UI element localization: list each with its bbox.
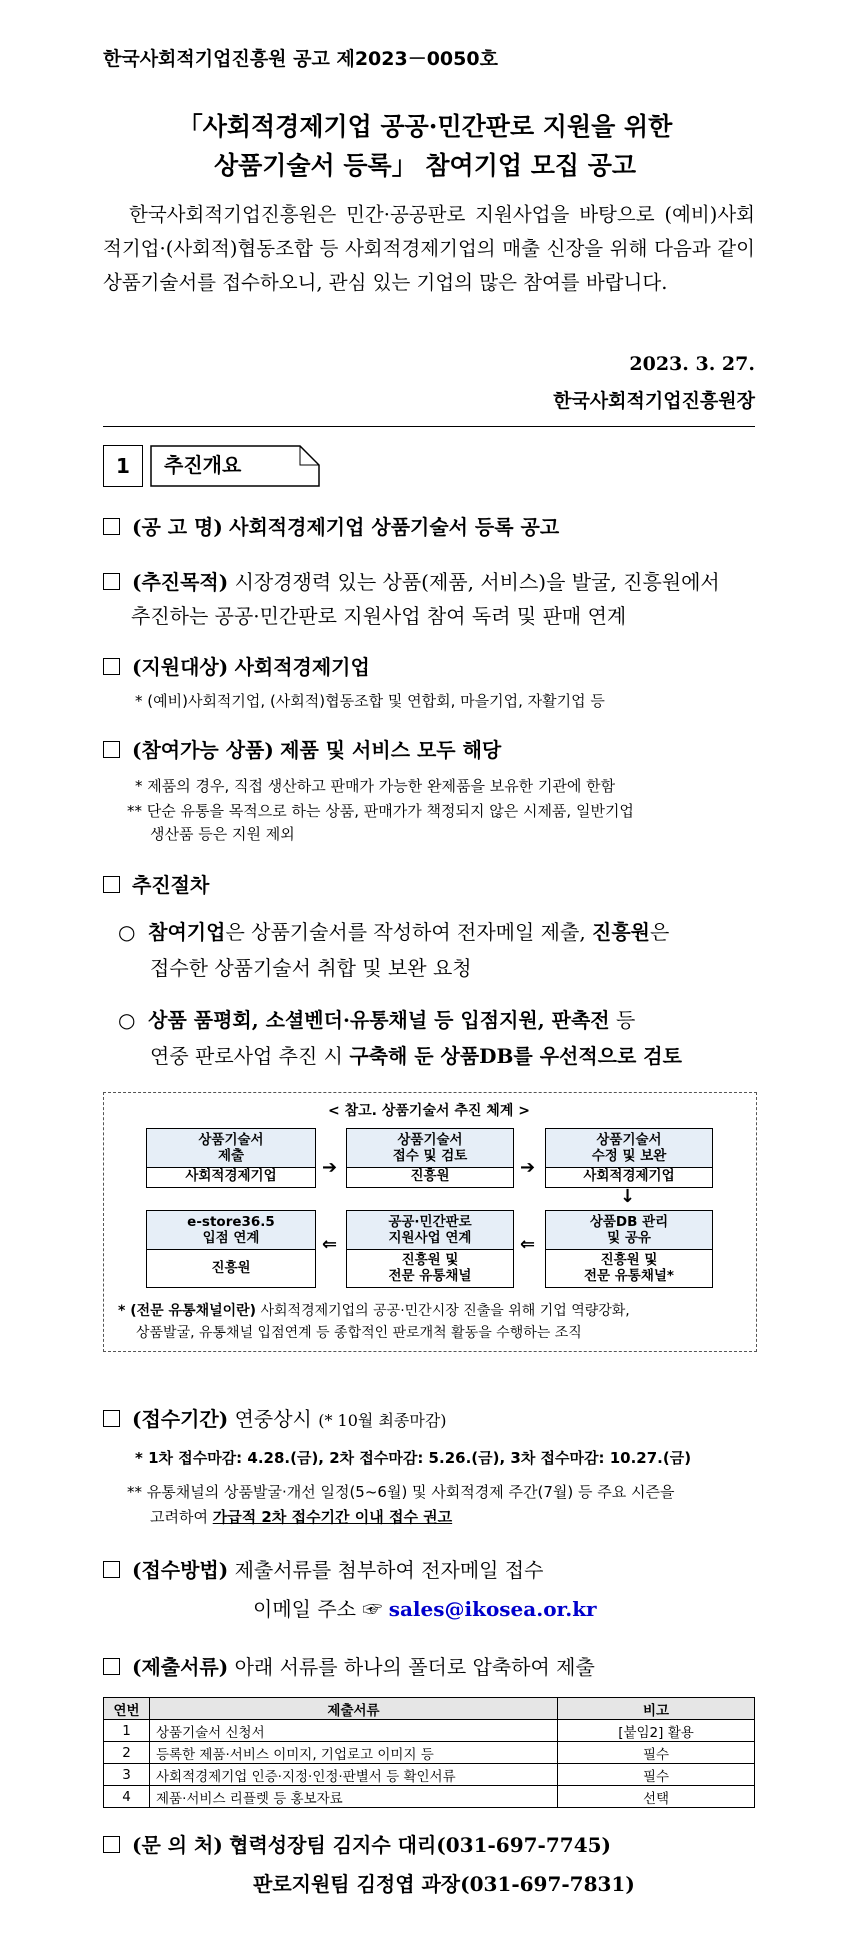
method-item — [103, 1553, 763, 1587]
contact-line2: 판로지원팀 김정엽 과장(031-697-7831) — [253, 1872, 635, 1896]
issuer-name: 한국사회적기업진흥원장 — [553, 390, 755, 412]
checkbox-icon — [103, 1410, 120, 1427]
procedure-step-1 — [118, 914, 758, 950]
docs-table — [103, 1697, 755, 1808]
period-label: (접수기간) — [132, 1407, 229, 1431]
purpose-line2: 추진하는 공공·민간판로 지원사업 참여 독려 및 판매 연계 — [131, 604, 627, 628]
arrow-right-icon: ➔ — [322, 1157, 338, 1178]
notice-date: 2023. 3. 27. — [629, 353, 755, 375]
arrow-left-icon: ⇐ — [520, 1234, 536, 1255]
row-no: 3 — [104, 1764, 150, 1786]
products-label: (참여가능 상품) — [132, 738, 274, 762]
checkbox-icon — [103, 573, 120, 590]
flow-box-estore-actor: 진흥원 — [211, 1260, 251, 1276]
method-label: (접수방법) — [132, 1558, 229, 1582]
arrow-right-icon: ➔ — [520, 1157, 536, 1178]
flow-box-revise-title: 상품기술서 수정 및 보완 — [546, 1129, 712, 1168]
header-no: 연번 — [104, 1698, 150, 1720]
row-no: 1 — [104, 1720, 150, 1742]
section-number: 1 — [103, 445, 143, 487]
flow-box-db — [545, 1210, 713, 1288]
row-remark: 선택 — [558, 1786, 755, 1808]
flow-box-revise — [545, 1128, 713, 1188]
purpose-line1: 시장경쟁력 있는 상품(제품, 서비스)을 발굴, 진흥원에서 — [234, 570, 720, 594]
procedure-label: 추진절차 — [132, 873, 210, 897]
products-note2b: 생산품 등은 지원 제외 — [150, 825, 295, 843]
flow-box-db-title: 상품DB 관리 및 공유 — [546, 1211, 712, 1250]
section-title-tab — [150, 445, 320, 485]
period-value: 연중상시 — [234, 1407, 312, 1431]
checkbox-icon — [103, 658, 120, 675]
target-value: 사회적경제기업 — [234, 655, 370, 679]
row-doc: 상품기술서 신청서 — [150, 1720, 558, 1742]
period-note: (* 10월 최종마감) — [318, 1411, 447, 1430]
flow-box-estore — [146, 1210, 316, 1288]
contact-label: (문 의 처) — [132, 1833, 223, 1857]
docs-item — [103, 1650, 763, 1684]
row-no: 4 — [104, 1786, 150, 1808]
checkbox-icon — [103, 741, 120, 758]
notice-number: 한국사회적기업진흥원 공고 제2023－0050호 — [103, 48, 498, 70]
notice-name-label: (공 고 명) — [132, 515, 223, 539]
row-doc: 등록한 제품·서비스 이미지, 기업로고 이미지 등 — [150, 1742, 558, 1764]
row-doc: 제품·서비스 리플렛 등 홍보자료 — [150, 1786, 558, 1808]
header-remarks: 비고 — [558, 1698, 755, 1720]
notice-name-value: 사회적경제기업 상품기술서 등록 공고 — [229, 515, 560, 539]
flow-box-review-actor: 진흥원 — [410, 1168, 450, 1184]
products-note1: * 제품의 경우, 직접 생산하고 판매가 가능한 완제품을 보유한 기관에 한함 — [135, 777, 616, 795]
contact-item — [103, 1828, 763, 1862]
row-remark: 필수 — [558, 1764, 755, 1786]
proc1-text1: 은 상품기술서를 작성하여 전자메일 제출, — [225, 920, 593, 944]
proc2-bold1: 상품 품평회, 소셜벤더·유통채널 등 입점지원, 판촉전 — [148, 1008, 610, 1032]
contact-line1: 협력성장팀 김지수 대리(031-697-7745) — [229, 1833, 611, 1857]
page-title-line2: 상품기술서 등록」 참여기업 모집 공고 — [213, 151, 637, 180]
reference-title: < 참고. 상품기술서 추진 체계 > — [328, 1103, 530, 1119]
row-remark: [붙임2] 활용 — [558, 1720, 755, 1742]
products-note2a: ** 단순 유통을 목적으로 하는 상품, 판매가가 책정되지 않은 시제품, 일반기업 — [127, 802, 634, 820]
flow-box-revise-actor: 사회적경제기업 — [583, 1168, 675, 1184]
row-no: 2 — [104, 1742, 150, 1764]
flow-box-submit — [146, 1128, 316, 1188]
proc2-text1: 등 — [609, 1008, 636, 1032]
bullet-circle-icon: ○ — [118, 1008, 136, 1032]
purpose-item — [103, 565, 763, 599]
purpose-label: (추진목적) — [132, 570, 229, 594]
target-note: * (예비)사회적기업, (사회적)협동조합 및 연합회, 마을기업, 자활기업 등 — [135, 692, 605, 710]
flow-box-submit-actor: 사회적경제기업 — [185, 1168, 277, 1184]
email-label: 이메일 주소 ☞ — [253, 1597, 383, 1621]
checkbox-icon — [103, 1658, 120, 1675]
email-link[interactable]: sales@ikosea.or.kr — [388, 1597, 597, 1621]
footnote-text1: 사회적경제기업의 공공·민간시장 진출을 위해 기업 역량강화, — [256, 1303, 630, 1319]
procedure-step-1-line2: 접수한 상품기술서 취합 및 보완 요청 — [150, 956, 472, 980]
rounds-note: * 1차 접수마감: 4.28.(금), 2차 접수마감: 5.26.(금), 3차 접수마감: 10.27.(금) — [135, 1449, 692, 1467]
section-title: 추진개요 — [164, 453, 242, 477]
products-value: 제품 및 서비스 모두 해당 — [280, 738, 502, 762]
row-doc: 사회적경제기업 인증·지정·인정·판별서 등 확인서류 — [150, 1764, 558, 1786]
bullet-circle-icon: ○ — [118, 920, 136, 944]
footnote-term: * (전문 유통채널이란) — [118, 1303, 257, 1319]
arrow-left-icon: ⇐ — [322, 1234, 338, 1255]
reception-note1: ** 유통채널의 상품발굴·개선 일정(5~6월) 및 사회적경제 주간(7월) 등 주요 시즌을 — [127, 1483, 675, 1501]
flow-box-estore-title: e-store36.5 입점 연계 — [147, 1211, 315, 1250]
flow-box-link — [346, 1210, 514, 1288]
procedure-step-2 — [118, 1002, 758, 1038]
flow-box-link-title: 공공·민간판로 지원사업 연계 — [347, 1211, 513, 1250]
flow-box-review-title: 상품기술서 접수 및 검토 — [347, 1129, 513, 1168]
target-item — [103, 650, 763, 684]
procedure-step-2-line2 — [150, 1038, 790, 1074]
divider — [103, 426, 755, 427]
intro-paragraph: 한국사회적기업진흥원은 민간·공공판로 지원사업을 바탕으로 (예비)사회적기업·(사회적)협동조합 등 사회적경제기업의 매출 신장을 위해 다음과 같이 상품기술서를 접수하오니, 관심 있는 기업의 많은 참여를 바랍니다. — [103, 203, 755, 294]
arrow-down-icon: ↓ — [620, 1186, 636, 1207]
method-value: 제출서류를 첨부하여 전자메일 접수 — [234, 1558, 544, 1582]
flow-box-review — [346, 1128, 514, 1188]
footnote-text2: 상품발굴, 유통채널 입점연계 등 종합적인 판로개척 활동을 수행하는 조직 — [136, 1325, 582, 1341]
flow-box-link-actor: 진흥원 및 전문 유통채널 — [388, 1252, 472, 1284]
checkbox-icon — [103, 1561, 120, 1578]
checkbox-icon — [103, 876, 120, 893]
docs-value: 아래 서류를 하나의 폴더로 압축하여 제출 — [234, 1655, 595, 1679]
table-row — [104, 1720, 755, 1742]
reference-footnote — [118, 1300, 748, 1344]
reception-note2-bold: 가급적 2차 접수기간 이내 접수 권고 — [212, 1508, 453, 1526]
reception-note2-text: 고려하여 — [150, 1508, 213, 1526]
procedure-item — [103, 868, 763, 902]
header-docs: 제출서류 — [150, 1698, 558, 1720]
flow-box-db-actor: 진흥원 및 전문 유통채널* — [583, 1252, 674, 1284]
row-remark: 필수 — [558, 1742, 755, 1764]
proc2-text2: 연중 판로사업 추진 시 — [150, 1044, 350, 1068]
proc1-bold1: 참여기업 — [148, 920, 226, 944]
notice-name-item — [103, 510, 763, 544]
table-row — [104, 1742, 755, 1764]
proc2-bold2: 구축해 둔 상품DB를 우선적으로 검토 — [349, 1044, 682, 1068]
target-label: (지원대상) — [132, 655, 229, 679]
reception-note2 — [150, 1505, 452, 1529]
flow-box-submit-title: 상품기술서 제출 — [147, 1129, 315, 1168]
page-title-line1: 「사회적경제기업 공공·민간판로 지원을 위한 — [177, 112, 673, 141]
table-row — [104, 1786, 755, 1808]
period-item — [103, 1402, 763, 1438]
docs-label: (제출서류) — [132, 1655, 229, 1679]
proc1-bold2: 진흥원 — [592, 920, 651, 944]
email-line — [253, 1592, 850, 1626]
table-header-row — [104, 1698, 755, 1720]
table-row — [104, 1764, 755, 1786]
products-item — [103, 733, 763, 767]
checkbox-icon — [103, 518, 120, 535]
proc1-text2: 은 — [650, 920, 670, 944]
checkbox-icon — [103, 1836, 120, 1853]
